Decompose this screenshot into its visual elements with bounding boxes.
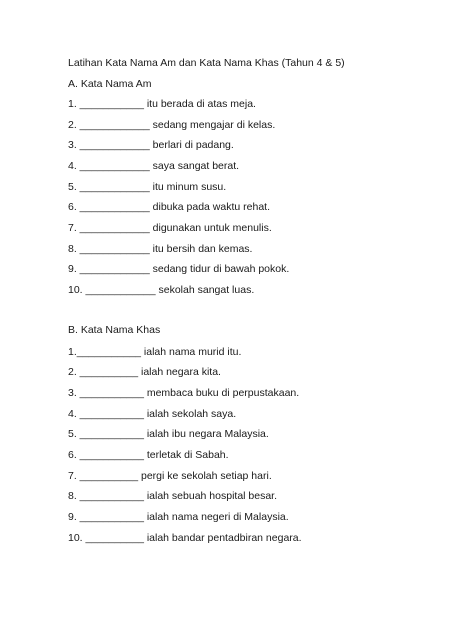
section-a-item-6: 6. ____________ dibuka pada waktu rehat. [68, 201, 270, 213]
section-b-item-5: 5. ___________ ialah ibu negara Malaysia. [68, 428, 269, 440]
section-b-item-6: 6. ___________ terletak di Sabah. [68, 449, 229, 461]
worksheet-title: Latihan Kata Nama Am dan Kata Nama Khas (Tahun 4 & 5) [68, 57, 345, 69]
section-a-item-10: 10. ____________ sekolah sangat luas. [68, 284, 255, 296]
section-b-item-1: 1.___________ ialah nama murid itu. [68, 346, 242, 358]
section-b-item-10: 10. __________ ialah bandar pentadbiran negara. [68, 532, 302, 544]
section-a-item-2: 2. ____________ sedang mengajar di kelas. [68, 119, 276, 131]
section-b-heading: B. Kata Nama Khas [68, 324, 161, 336]
section-a-item-3: 3. ____________ berlari di padang. [68, 139, 234, 151]
section-b-item-9: 9. ___________ ialah nama negeri di Malaysia. [68, 511, 289, 523]
section-a-item-4: 4. ____________ saya sangat berat. [68, 160, 240, 172]
section-a-heading: A. Kata Nama Am [68, 78, 152, 90]
section-b-item-8: 8. ___________ ialah sebuah hospital besar. [68, 490, 278, 502]
section-b-item-4: 4. ___________ ialah sekolah saya. [68, 408, 237, 420]
section-b-item-2: 2. __________ ialah negara kita. [68, 366, 221, 378]
section-b-item-3: 3. ___________ membaca buku di perpustakaan. [68, 387, 300, 399]
section-a-item-1: 1. ___________ itu berada di atas meja. [68, 98, 256, 110]
section-a-item-8: 8. ____________ itu bersih dan kemas. [68, 243, 253, 255]
section-b-item-7: 7. __________ pergi ke sekolah setiap hari. [68, 470, 272, 482]
section-a-item-7: 7. ____________ digunakan untuk menulis. [68, 222, 272, 234]
section-a-item-9: 9. ____________ sedang tidur di bawah pokok. [68, 263, 290, 275]
section-a-item-5: 5. ____________ itu minum susu. [68, 181, 227, 193]
